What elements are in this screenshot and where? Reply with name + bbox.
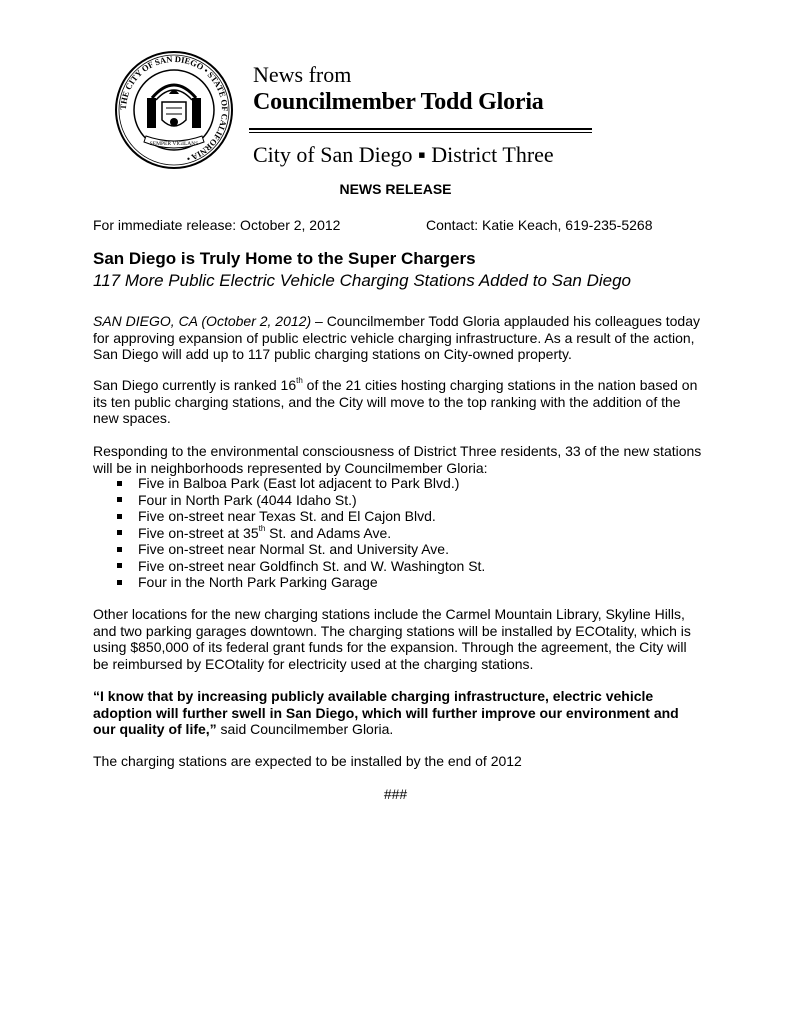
list-item-text: Four in North Park (4044 Idaho St.) bbox=[138, 491, 357, 508]
list-item-text: Four in the North Park Parking Garage bbox=[138, 574, 378, 590]
header-councilmember-name: Councilmember Todd Gloria bbox=[253, 89, 544, 115]
list-item bbox=[117, 492, 485, 509]
list-item bbox=[117, 574, 485, 591]
station-location-list bbox=[117, 475, 485, 591]
header-divider-thin bbox=[249, 132, 592, 133]
paragraph-district: Responding to the environmental consciousness of District Three residents, 33 of the new stations will be in neighborhoods represented by Councilmember Gloria: bbox=[93, 443, 702, 476]
news-release-label: NEWS RELEASE bbox=[339, 181, 452, 197]
paragraph-timeline: The charging stations are expected to be installed by the end of 2012 bbox=[93, 753, 522, 769]
quote-attribution: said Councilmember Gloria. bbox=[216, 721, 394, 737]
ranking-text-start: San Diego currently is ranked 16 bbox=[93, 377, 297, 393]
header-news-from: News from bbox=[253, 62, 352, 87]
list-item bbox=[117, 525, 485, 542]
end-mark: ### bbox=[383, 786, 408, 802]
quote-text: “I know that by increasing publicly available charging infrastructure, electric vehicle adoption will further swell in San Diego, which will further improve our environment and our quality of life,” bbox=[93, 688, 679, 737]
ranking-ordinal: th bbox=[296, 376, 303, 386]
city-seal-logo bbox=[114, 50, 234, 170]
bullet-icon bbox=[117, 580, 122, 585]
svg-text:SEMPER VIGILANS: SEMPER VIGILANS bbox=[149, 141, 199, 147]
list-item-text: Five on-street near Texas St. and El Cajon Blvd. bbox=[138, 508, 436, 524]
press-contact: Contact: Katie Keach, 619-235-5268 bbox=[426, 217, 653, 233]
bullet-icon bbox=[117, 563, 122, 568]
list-item-text: Five on-street at 35 bbox=[138, 524, 259, 541]
list-item bbox=[117, 541, 485, 558]
bullet-icon bbox=[117, 547, 122, 552]
dateline: SAN DIEGO, CA (October 2, 2012) bbox=[93, 313, 312, 329]
list-item-text: Five on-street near Goldfinch St. and W. Washington St. bbox=[138, 557, 486, 574]
paragraph-intro bbox=[93, 313, 703, 363]
bullet-icon bbox=[117, 514, 122, 519]
ranking-text-end: of the 21 cities hosting charging stations in the nation based on its ten public charging stations, and the City will move to the top ranking with the addition of the new spaces. bbox=[93, 377, 698, 426]
bullet-icon bbox=[117, 481, 122, 486]
list-item bbox=[117, 508, 485, 525]
intro-text: – Councilmember Todd Gloria applauded his colleagues today for approving expansion of public electric vehicle charging infrastructure. As a result of the action, San Diego will add up to 117 public charging stations on City-owned property. bbox=[93, 313, 700, 362]
list-item-ordinal: th bbox=[258, 523, 266, 533]
svg-text:THE CITY OF SAN DIEGO • STATE: THE CITY OF SAN DIEGO • STATE OF CALIFORNIA • bbox=[117, 53, 231, 165]
header-divider bbox=[249, 128, 592, 130]
list-item bbox=[117, 475, 485, 492]
subheadline: 117 More Public Electric Vehicle Charging Stations Added to San Diego bbox=[93, 271, 632, 290]
list-item bbox=[117, 558, 485, 575]
paragraph-ranking bbox=[93, 377, 703, 427]
list-item-text: Five on-street near Normal St. and University Ave. bbox=[138, 541, 449, 557]
list-item-text: St. and Adams Ave. bbox=[265, 524, 392, 541]
bullet-icon bbox=[117, 530, 122, 535]
release-date: For immediate release: October 2, 2012 bbox=[93, 217, 341, 233]
bullet-icon bbox=[117, 497, 122, 502]
headline: San Diego is Truly Home to the Super Chargers bbox=[93, 249, 476, 268]
paragraph-other-locations: Other locations for the new charging stations include the Carmel Mountain Library, Skyline Hills, and two parking garages downtown. The charging stations will be installed by ECOtality, which is using $850,000 of its federal grant funds for the expansion. Through the agreement, the City will be reimbursed by ECOtality for electricity used at the charging stations. bbox=[93, 606, 691, 672]
list-item-text: Five in Balboa Park (East lot adjacent to Park Blvd.) bbox=[138, 475, 460, 491]
paragraph-quote bbox=[93, 688, 703, 738]
header-city-district: City of San Diego ▪ District Three bbox=[253, 142, 554, 167]
